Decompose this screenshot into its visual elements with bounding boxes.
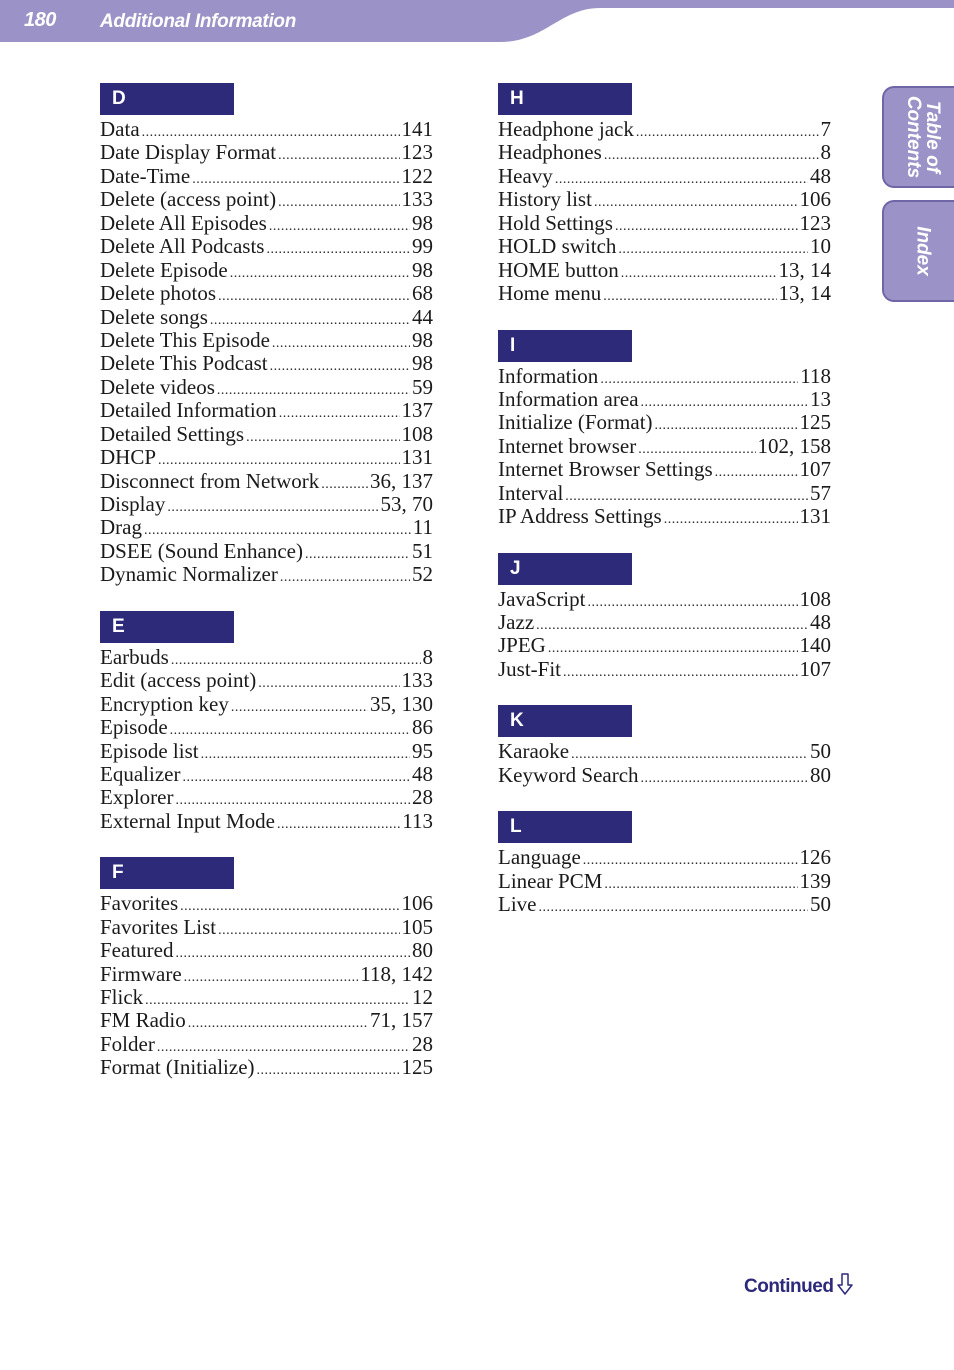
- index-term: Date-Time: [100, 164, 191, 188]
- index-entry[interactable]: [498, 388, 831, 411]
- index-term: Internet Browser Settings: [498, 458, 713, 482]
- page-references[interactable]: 80: [412, 939, 433, 963]
- page-number: 180: [24, 9, 56, 31]
- index-term: Initialize (Format): [498, 411, 653, 435]
- index-term: DHCP: [100, 446, 157, 470]
- index-term: History list: [498, 188, 592, 212]
- index-term: Headphone jack: [498, 118, 634, 141]
- index-term: Live: [498, 893, 537, 917]
- page-references[interactable]: 95: [412, 739, 433, 763]
- dot-leader: [715, 461, 798, 481]
- index-term: Encryption key: [100, 692, 229, 716]
- index-entry[interactable]: [100, 669, 433, 692]
- index-term: Folder: [100, 1032, 155, 1056]
- page-references[interactable]: 44: [412, 305, 433, 329]
- index-section-h: [498, 83, 831, 306]
- index-term: Dynamic Normalizer: [100, 563, 278, 587]
- index-entry[interactable]: [100, 306, 433, 329]
- dot-leader: [618, 238, 808, 258]
- index-term: Internet browser: [498, 434, 637, 458]
- section-letter-heading: D: [100, 83, 234, 115]
- index-term: Episode: [100, 716, 168, 740]
- section-letter-heading: H: [498, 83, 632, 115]
- page-references[interactable]: 28: [412, 1032, 433, 1056]
- index-term: Explorer: [100, 786, 174, 810]
- index-section-d: [100, 83, 433, 587]
- page-references[interactable]: 99: [412, 235, 433, 259]
- dot-leader: [175, 789, 410, 809]
- page-references[interactable]: 52: [412, 563, 433, 587]
- index-entry[interactable]: [498, 658, 831, 681]
- page-references[interactable]: 50: [810, 893, 831, 917]
- index-term: FM Radio: [100, 1009, 186, 1033]
- dot-leader: [536, 614, 808, 634]
- page-references[interactable]: 140: [799, 634, 831, 658]
- down-arrow-icon: [837, 1273, 853, 1301]
- index-entry[interactable]: [498, 282, 831, 305]
- index-entry[interactable]: [100, 716, 433, 739]
- dot-leader: [278, 191, 399, 211]
- dot-leader: [182, 766, 410, 786]
- continued-link[interactable]: [744, 1273, 853, 1301]
- continued-label: Continued: [744, 1276, 834, 1297]
- page-references[interactable]: 105: [401, 915, 433, 939]
- dot-leader: [636, 121, 819, 141]
- dot-leader: [641, 391, 808, 411]
- index-entry[interactable]: [498, 611, 831, 634]
- index-entry[interactable]: [100, 963, 433, 986]
- page-references[interactable]: 50: [810, 740, 831, 764]
- index-term: Delete This Episode: [100, 328, 270, 352]
- index-term: Delete Episode: [100, 258, 228, 282]
- page-references[interactable]: 131: [799, 505, 831, 529]
- index-entry[interactable]: [100, 141, 433, 164]
- index-entry[interactable]: [498, 235, 831, 258]
- page-references[interactable]: 11: [412, 516, 433, 540]
- page-references[interactable]: 71, 157: [370, 1009, 433, 1033]
- index-term: Delete (access point): [100, 188, 277, 212]
- dot-leader: [201, 743, 410, 763]
- page-references[interactable]: 13, 14: [778, 282, 831, 306]
- index-entry[interactable]: [100, 939, 433, 962]
- index-entry[interactable]: [100, 165, 433, 188]
- index-entry[interactable]: [498, 634, 831, 657]
- dot-leader: [230, 262, 410, 282]
- page-references[interactable]: 57: [810, 481, 831, 505]
- dot-leader: [158, 449, 399, 469]
- dot-leader: [188, 1012, 368, 1032]
- dot-leader: [167, 496, 378, 516]
- index-term: Delete videos: [100, 375, 215, 399]
- index-term: Favorites: [100, 892, 179, 916]
- page-references[interactable]: 8: [820, 141, 831, 165]
- index-term: Firmware: [100, 962, 182, 986]
- index-entry[interactable]: [100, 563, 433, 586]
- page-references[interactable]: 125: [799, 411, 831, 435]
- index-term: Data: [100, 118, 140, 141]
- dot-leader: [175, 942, 410, 962]
- dot-leader: [157, 1036, 410, 1056]
- index-term: Featured: [100, 939, 174, 963]
- index-entry[interactable]: [100, 646, 433, 669]
- dot-leader: [180, 895, 399, 915]
- dot-leader: [171, 649, 421, 669]
- page-references[interactable]: 48: [810, 164, 831, 188]
- page-references[interactable]: 122: [401, 164, 433, 188]
- page-references[interactable]: 108: [799, 587, 831, 611]
- dot-leader: [615, 215, 798, 235]
- dot-leader: [142, 121, 400, 141]
- index-entry[interactable]: [100, 235, 433, 258]
- index-term: Edit (access point): [100, 669, 257, 693]
- index-entry[interactable]: [100, 740, 433, 763]
- page-references[interactable]: 141: [401, 118, 433, 141]
- page-references[interactable]: 133: [401, 669, 433, 693]
- index-entry[interactable]: [100, 212, 433, 235]
- index-entry[interactable]: [100, 916, 433, 939]
- section-letter-heading: J: [498, 553, 632, 585]
- page-references[interactable]: 12: [412, 986, 433, 1009]
- tab-table-of-contents[interactable]: [882, 86, 954, 188]
- dot-leader: [144, 519, 411, 539]
- index-term: Display: [100, 493, 166, 516]
- index-section-j: [498, 553, 831, 682]
- index-term: Hold Settings: [498, 211, 613, 235]
- index-term: Just-Fit: [498, 657, 562, 681]
- page-references[interactable]: 123: [799, 211, 831, 235]
- index-entry[interactable]: [100, 763, 433, 786]
- dot-leader: [641, 767, 808, 787]
- index-term: Equalizer: [100, 762, 181, 786]
- index-term: Date Display Format: [100, 141, 277, 165]
- page-references[interactable]: 53, 70: [380, 493, 433, 516]
- page-references[interactable]: 8: [422, 645, 433, 669]
- index-entry[interactable]: [498, 212, 831, 235]
- tab-index-label: Index: [912, 226, 934, 276]
- dot-leader: [603, 285, 776, 305]
- index-term: Information area: [498, 387, 639, 411]
- dot-leader: [621, 262, 777, 282]
- index-entry[interactable]: [100, 693, 433, 716]
- index-entry[interactable]: [498, 588, 831, 611]
- page-references[interactable]: 10: [810, 235, 831, 259]
- dot-leader: [217, 379, 410, 399]
- index-entry[interactable]: [498, 740, 831, 763]
- index-term: Delete All Episodes: [100, 211, 267, 235]
- index-entry[interactable]: [498, 893, 831, 916]
- index-term: Keyword Search: [498, 763, 639, 787]
- index-term: HOLD switch: [498, 235, 617, 259]
- index-entry[interactable]: [498, 458, 831, 481]
- dot-leader: [266, 238, 410, 258]
- index-entry[interactable]: [100, 810, 433, 833]
- page-references[interactable]: 98: [412, 211, 433, 235]
- index-entry[interactable]: [100, 1033, 433, 1056]
- page-references[interactable]: 48: [810, 611, 831, 634]
- index-entry[interactable]: [100, 376, 433, 399]
- index-entry[interactable]: [100, 352, 433, 375]
- index-term: Delete photos: [100, 282, 217, 306]
- dot-leader: [538, 896, 808, 916]
- page-references[interactable]: 108: [401, 422, 433, 446]
- index-term: Linear PCM: [498, 869, 603, 893]
- dot-leader: [184, 966, 359, 986]
- index-term: Detailed Information: [100, 399, 277, 423]
- index-entry[interactable]: [100, 446, 433, 469]
- index-term: Delete songs: [100, 305, 208, 329]
- page-references[interactable]: 98: [412, 258, 433, 282]
- section-title: Additional Information: [100, 11, 297, 32]
- index-term: Flick: [100, 986, 144, 1009]
- page-references[interactable]: 126: [799, 846, 831, 870]
- index-entry[interactable]: [100, 986, 433, 1009]
- dot-leader: [272, 332, 410, 352]
- index-entry[interactable]: [498, 482, 831, 505]
- dot-leader: [192, 168, 399, 188]
- index-term: Detailed Settings: [100, 422, 245, 446]
- index-section-e: [100, 611, 433, 834]
- index-section-f: [100, 857, 433, 1080]
- page-references[interactable]: 107: [799, 657, 831, 681]
- page-references[interactable]: 48: [412, 762, 433, 786]
- page-references[interactable]: 118, 142: [360, 962, 433, 986]
- dot-leader: [145, 989, 410, 1009]
- index-term: Heavy: [498, 164, 553, 188]
- index-entry[interactable]: [498, 411, 831, 434]
- dot-leader: [278, 144, 399, 164]
- index-entry[interactable]: [100, 470, 433, 493]
- page-references[interactable]: 139: [799, 869, 831, 893]
- index-entry[interactable]: [498, 870, 831, 893]
- dot-leader: [280, 566, 410, 586]
- page-references[interactable]: 13: [810, 387, 831, 411]
- page-references[interactable]: 113: [402, 809, 433, 833]
- index-term: Disconnect from Network: [100, 469, 320, 493]
- index-term: Karaoke: [498, 740, 570, 764]
- index-term: Delete This Podcast: [100, 352, 268, 376]
- index-entry[interactable]: [498, 118, 831, 141]
- tab-index[interactable]: [882, 200, 954, 302]
- page-references[interactable]: 13, 14: [778, 258, 831, 282]
- page-references[interactable]: 131: [401, 446, 433, 470]
- index-entry[interactable]: [100, 399, 433, 422]
- dot-leader: [565, 485, 808, 505]
- dot-leader: [594, 191, 798, 211]
- dot-leader: [305, 543, 410, 563]
- index-term: Format (Initialize): [100, 1056, 255, 1080]
- dot-leader: [258, 672, 399, 692]
- dot-leader: [218, 919, 399, 939]
- index-term: Earbuds: [100, 645, 169, 669]
- dot-leader: [548, 637, 798, 657]
- index-column-left: [100, 83, 433, 1104]
- index-term: JavaScript: [498, 587, 586, 611]
- dot-leader: [269, 215, 410, 235]
- index-term: Information: [498, 364, 599, 388]
- index-entry[interactable]: [100, 329, 433, 352]
- page-references[interactable]: 118: [800, 364, 831, 388]
- section-letter-heading: L: [498, 811, 632, 843]
- page-references[interactable]: 102, 158: [757, 434, 831, 458]
- index-term: Language: [498, 846, 581, 870]
- page-references[interactable]: 133: [401, 188, 433, 212]
- page-references[interactable]: 86: [412, 716, 433, 740]
- dot-leader: [218, 285, 410, 305]
- index-entry[interactable]: [100, 516, 433, 539]
- dot-leader: [321, 473, 368, 493]
- index-section-k: [498, 705, 831, 787]
- index-term: JPEG: [498, 634, 546, 658]
- dot-leader: [210, 309, 410, 329]
- index-entry[interactable]: [498, 846, 831, 869]
- page-references[interactable]: 36, 137: [370, 469, 433, 493]
- index-term: Headphones: [498, 141, 602, 165]
- index-entry[interactable]: [100, 1056, 433, 1079]
- page-references[interactable]: 7: [820, 118, 831, 141]
- page-references[interactable]: 28: [412, 786, 433, 810]
- index-entry[interactable]: [100, 282, 433, 305]
- index-term: HOME button: [498, 258, 619, 282]
- index-entry[interactable]: [100, 188, 433, 211]
- index-entry[interactable]: [498, 188, 831, 211]
- index-term: Home menu: [498, 282, 602, 306]
- dot-leader: [638, 438, 755, 458]
- index-section-i: [498, 330, 831, 529]
- dot-leader: [604, 873, 797, 893]
- dot-leader: [555, 168, 808, 188]
- index-entry[interactable]: [498, 141, 831, 164]
- index-term: Drag: [100, 516, 142, 540]
- index-column-right: [498, 83, 831, 941]
- index-term: Delete All Podcasts: [100, 235, 265, 259]
- page-references[interactable]: 98: [412, 352, 433, 376]
- page-references[interactable]: 68: [412, 282, 433, 306]
- dot-leader: [655, 414, 798, 434]
- dot-leader: [277, 813, 400, 833]
- page-references[interactable]: 123: [401, 141, 433, 165]
- index-entry[interactable]: [100, 118, 433, 141]
- page-references[interactable]: 137: [401, 399, 433, 423]
- index-entry[interactable]: [100, 892, 433, 915]
- dot-leader: [583, 849, 798, 869]
- page-references[interactable]: 59: [412, 375, 433, 399]
- index-entry[interactable]: [498, 165, 831, 188]
- index-term: DSEE (Sound Enhance): [100, 539, 303, 563]
- index-term: IP Address Settings: [498, 505, 662, 529]
- dot-leader: [571, 743, 808, 763]
- tab-table-of-contents-label: Table of Contents: [903, 95, 943, 179]
- index-entry[interactable]: [498, 259, 831, 282]
- dot-leader: [246, 426, 399, 446]
- page-references[interactable]: 80: [810, 763, 831, 787]
- dot-leader: [270, 355, 410, 375]
- dot-leader: [600, 368, 798, 388]
- page-references[interactable]: 106: [799, 188, 831, 212]
- index-term: Interval: [498, 481, 564, 505]
- section-letter-heading: F: [100, 857, 234, 889]
- dot-leader: [587, 591, 797, 611]
- page-references[interactable]: 106: [401, 892, 433, 916]
- dot-leader: [279, 402, 400, 422]
- section-letter-heading: E: [100, 611, 234, 643]
- index-term: Episode list: [100, 739, 199, 763]
- dot-leader: [664, 508, 798, 528]
- dot-leader: [604, 144, 819, 164]
- page-references[interactable]: 107: [799, 458, 831, 482]
- page-header: [0, 0, 954, 44]
- index-entry[interactable]: [498, 365, 831, 388]
- index-entry[interactable]: [100, 259, 433, 282]
- index-entry[interactable]: [100, 786, 433, 809]
- index-section-l: [498, 811, 831, 916]
- index-term: Jazz: [498, 611, 535, 634]
- index-entry[interactable]: [100, 493, 433, 516]
- index-entry[interactable]: [100, 423, 433, 446]
- dot-leader: [170, 719, 410, 739]
- dot-leader: [257, 1059, 400, 1079]
- index-entry[interactable]: [100, 1009, 433, 1032]
- index-entry[interactable]: [498, 435, 831, 458]
- index-term: Favorites List: [100, 915, 217, 939]
- dot-leader: [231, 696, 368, 716]
- page-references[interactable]: 35, 130: [370, 692, 433, 716]
- dot-leader: [563, 661, 797, 681]
- index-term: External Input Mode: [100, 809, 275, 833]
- index-entry[interactable]: [498, 505, 831, 528]
- index-entry[interactable]: [498, 764, 831, 787]
- section-letter-heading: K: [498, 705, 632, 737]
- page-references[interactable]: 51: [412, 539, 433, 563]
- page-references[interactable]: 98: [412, 328, 433, 352]
- page-references[interactable]: 125: [401, 1056, 433, 1080]
- section-letter-heading: I: [498, 330, 632, 362]
- index-entry[interactable]: [100, 540, 433, 563]
